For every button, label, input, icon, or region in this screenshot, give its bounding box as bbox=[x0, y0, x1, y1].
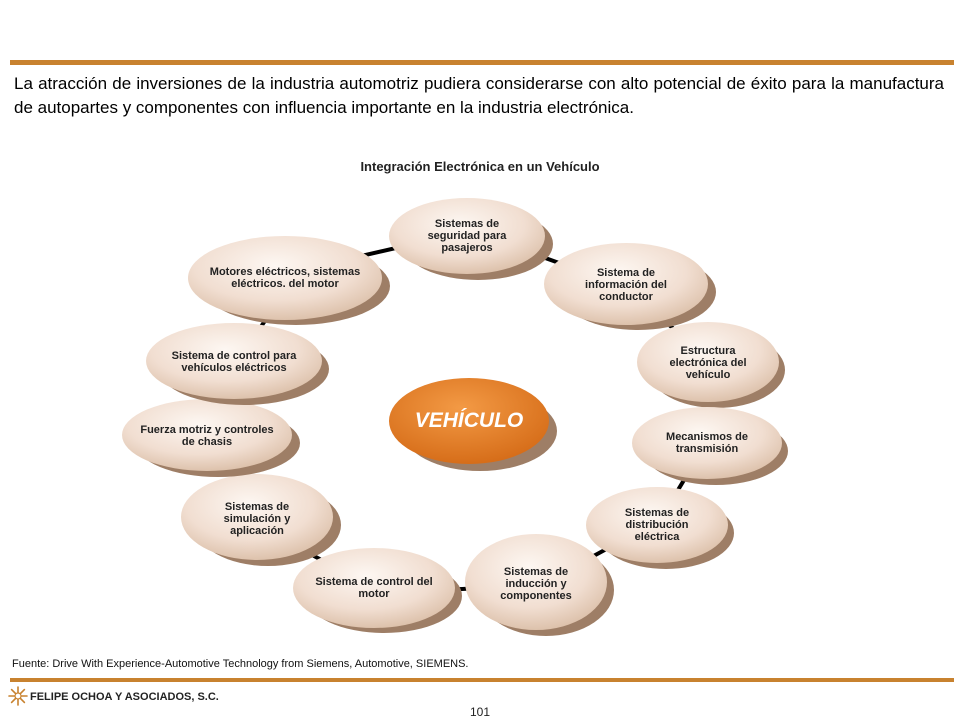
node-label-seguridad: Sistemas de seguridad para pasajeros bbox=[427, 218, 507, 254]
node-label-informacion: Sistema de información del conductor bbox=[585, 267, 667, 303]
bottom-rule bbox=[10, 678, 954, 682]
node-label-transmision: Mecanismos de transmisión bbox=[666, 431, 748, 455]
diagram-title: Integración Electrónica en un Vehículo bbox=[360, 159, 600, 174]
company-name: FELIPE OCHOA Y ASOCIADOS, S.C. bbox=[30, 691, 219, 703]
company-logo-icon bbox=[8, 686, 28, 706]
node-label-fuerza-motriz: Fuerza motriz y controles de chasis bbox=[140, 424, 274, 448]
center-label: VEHÍCULO bbox=[414, 409, 524, 432]
source-note: Fuente: Drive With Experience-Automotive Technology from Siemens, Automotive, SIEMENS. bbox=[12, 658, 469, 670]
page-number: 101 bbox=[469, 705, 491, 719]
node-label-induccion: Sistemas de inducción y componentes bbox=[500, 566, 572, 602]
node-label-motores: Motores eléctricos, sistemas eléctricos. del motor bbox=[209, 266, 361, 290]
node-label-distribucion: Sistemas de distribución eléctrica bbox=[624, 507, 690, 543]
node-label-vehiculos-electricos: Sistema de control para vehículos eléctricos bbox=[171, 350, 297, 374]
node-label-simulacion: Sistemas de simulación y aplicación bbox=[223, 501, 291, 537]
node-label-estructura: Estructura electrónica del vehículo bbox=[669, 345, 747, 381]
node-label-control-motor: Sistema de control del motor bbox=[315, 576, 433, 600]
intro-paragraph: La atracción de inversiones de la industria automotriz pudiera considerarse con alto potencial de éxito para la manufactura de autopartes y componentes con influencia importante en la industria electrónica. bbox=[14, 74, 944, 117]
